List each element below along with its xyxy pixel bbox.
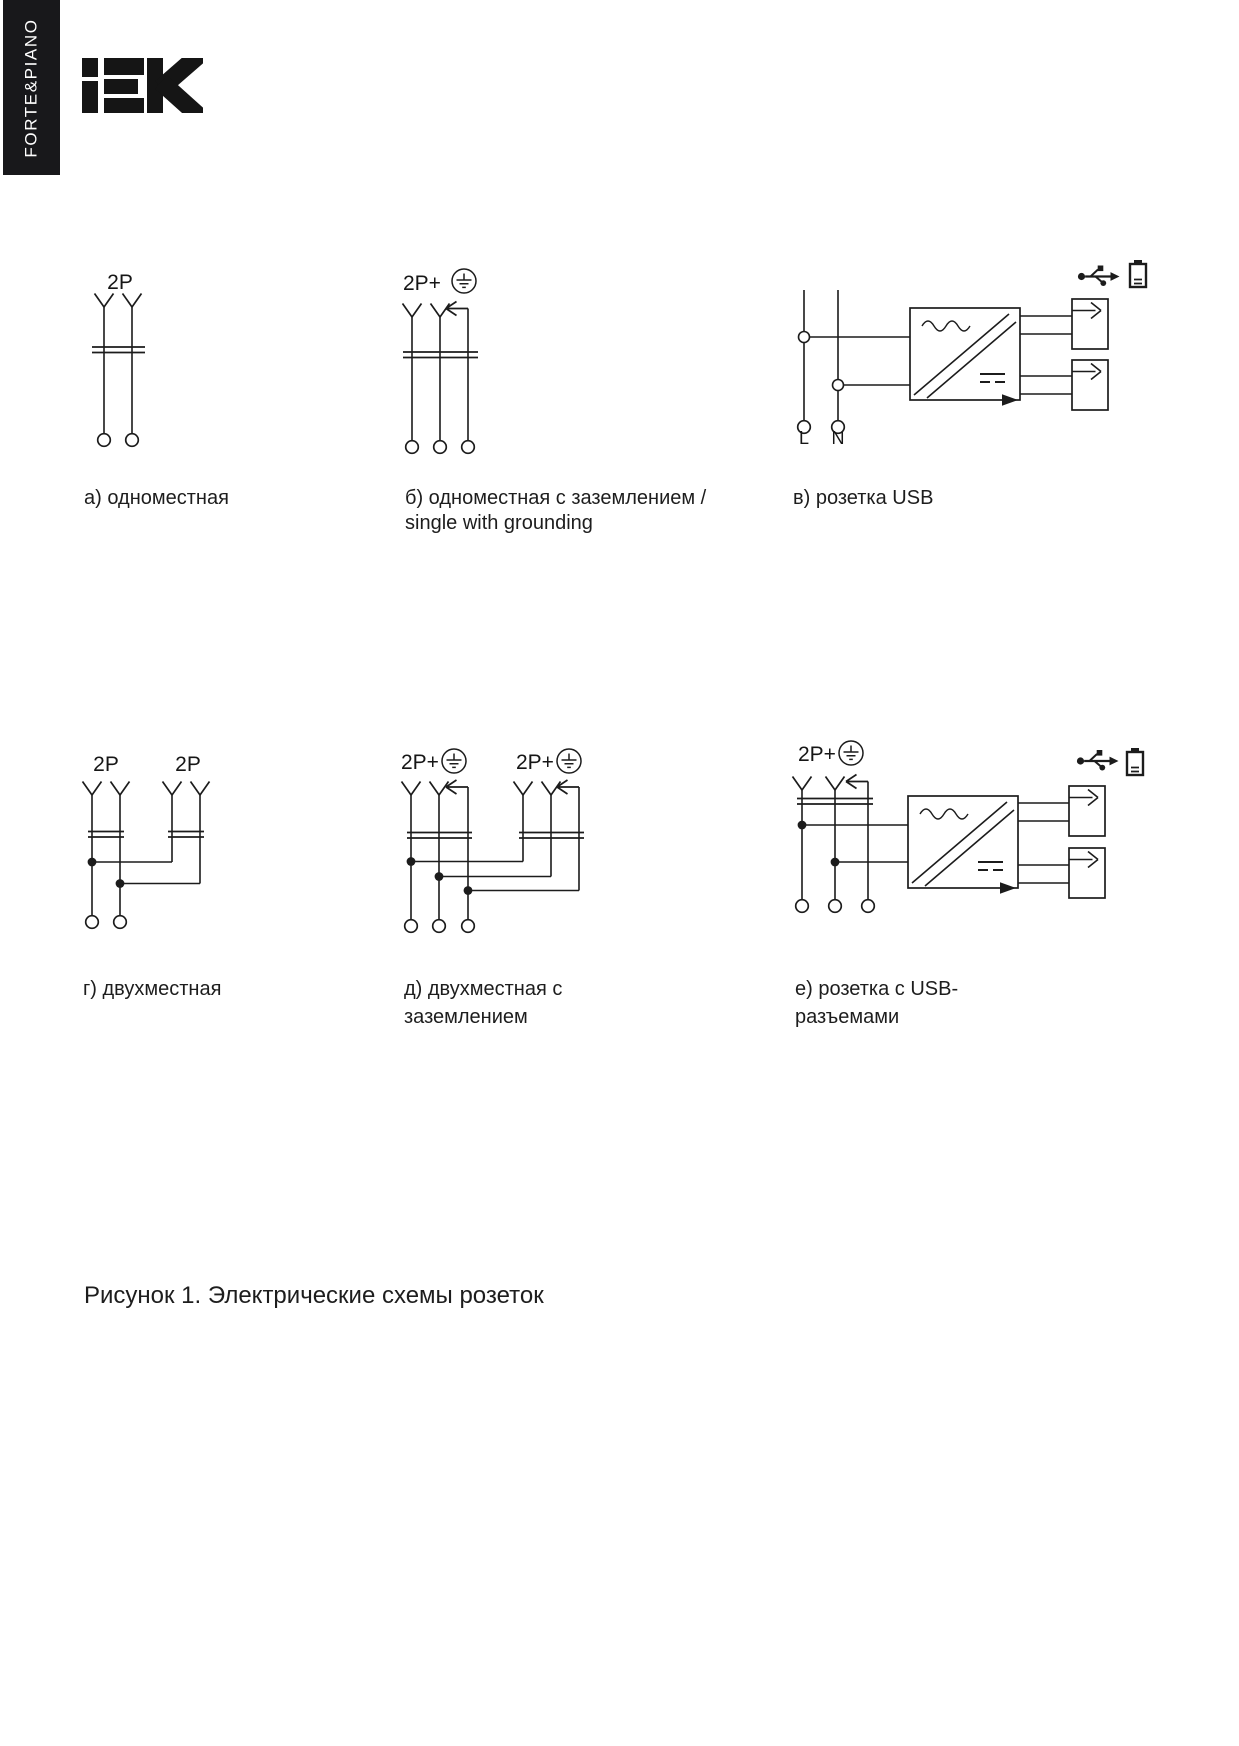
diagram-single-socket-grounded [403,269,479,453]
usb-icon [1078,266,1120,287]
socket-contact-icon [403,304,422,318]
socket-contact-icon [111,782,130,796]
usb-icon [1077,750,1119,771]
brand-vertical-text: FORTE&PIANO [21,17,41,158]
diagram-usb-socket [798,260,1146,448]
caption-g: г) двухместная [83,978,222,1000]
diagram-double-socket-grounded [401,749,584,932]
socket-contact-icon [95,294,114,308]
caption-a: а) одноместная [84,487,229,509]
pole-count-label: 2P [107,271,133,294]
pole-count-label: 2P+ [401,751,439,774]
usb-port-box-icon [1072,299,1108,349]
junction-dot [464,886,473,895]
battery-icon [1130,260,1146,287]
ac-dc-converter-icon [910,308,1020,406]
terminal-circle [862,900,875,913]
junction-dot [435,872,444,881]
ac-dc-converter-icon [908,796,1018,894]
caption-b: б) одноместная с заземлением / single with grounding [405,487,707,534]
junction-dot [88,858,97,867]
terminal-circle [405,920,418,933]
caption-v: в) розетка USB [793,487,934,509]
usb-port-box-icon [1069,786,1105,836]
socket-contact-icon [123,294,142,308]
line-terminal-label: L [798,428,810,448]
earth-symbol-icon [442,749,466,773]
terminal-circle [829,900,842,913]
terminal-circle [462,441,475,454]
terminal-circle [462,920,475,933]
node-circle [799,332,810,343]
caption-d: д) двухместная с заземлением [404,978,563,1028]
diagram-socket-with-usb [793,741,1144,912]
socket-contact-icon [793,777,812,791]
pole-count-label: 2P+ [798,743,836,766]
battery-icon [1127,748,1143,775]
node-circle [833,380,844,391]
earth-symbol-icon [452,269,476,293]
earth-symbol-icon [839,741,863,765]
diagram-double-socket [83,753,210,928]
diagram-single-socket [92,271,145,446]
terminal-circle [434,441,447,454]
socket-contact-icon [191,782,210,796]
terminal-circle [98,434,111,447]
ground-contact-arrow-icon [446,780,468,794]
pole-count-label: 2P+ [516,751,554,774]
socket-contact-icon [163,782,182,796]
terminal-circle [114,916,127,929]
socket-contact-icon [83,782,102,796]
junction-dot [831,858,840,867]
pole-count-label: 2P [93,753,119,776]
ground-contact-arrow-icon [846,775,868,789]
usb-port-box-icon [1069,848,1105,898]
socket-contact-icon [430,782,449,796]
caption-e: е) розетка с USB- разъемами [795,978,959,1028]
junction-dot [407,857,416,866]
terminal-circle [433,920,446,933]
neutral-terminal-label: N [831,428,845,448]
terminal-circle [406,441,419,454]
earth-symbol-icon [557,749,581,773]
terminal-circle [126,434,139,447]
socket-contact-icon [431,304,450,318]
usb-port-box-icon [1072,360,1108,410]
figure-caption: Рисунок 1. Электрические схемы розеток [84,1282,544,1309]
junction-dot [798,821,807,830]
junction-dot [116,879,125,888]
pole-count-label: 2P+ [403,272,441,295]
terminal-circle [796,900,809,913]
socket-contact-icon [514,782,533,796]
socket-contact-icon [402,782,421,796]
pole-count-label: 2P [175,753,201,776]
socket-contact-icon [826,777,845,791]
terminal-circle [86,916,99,929]
